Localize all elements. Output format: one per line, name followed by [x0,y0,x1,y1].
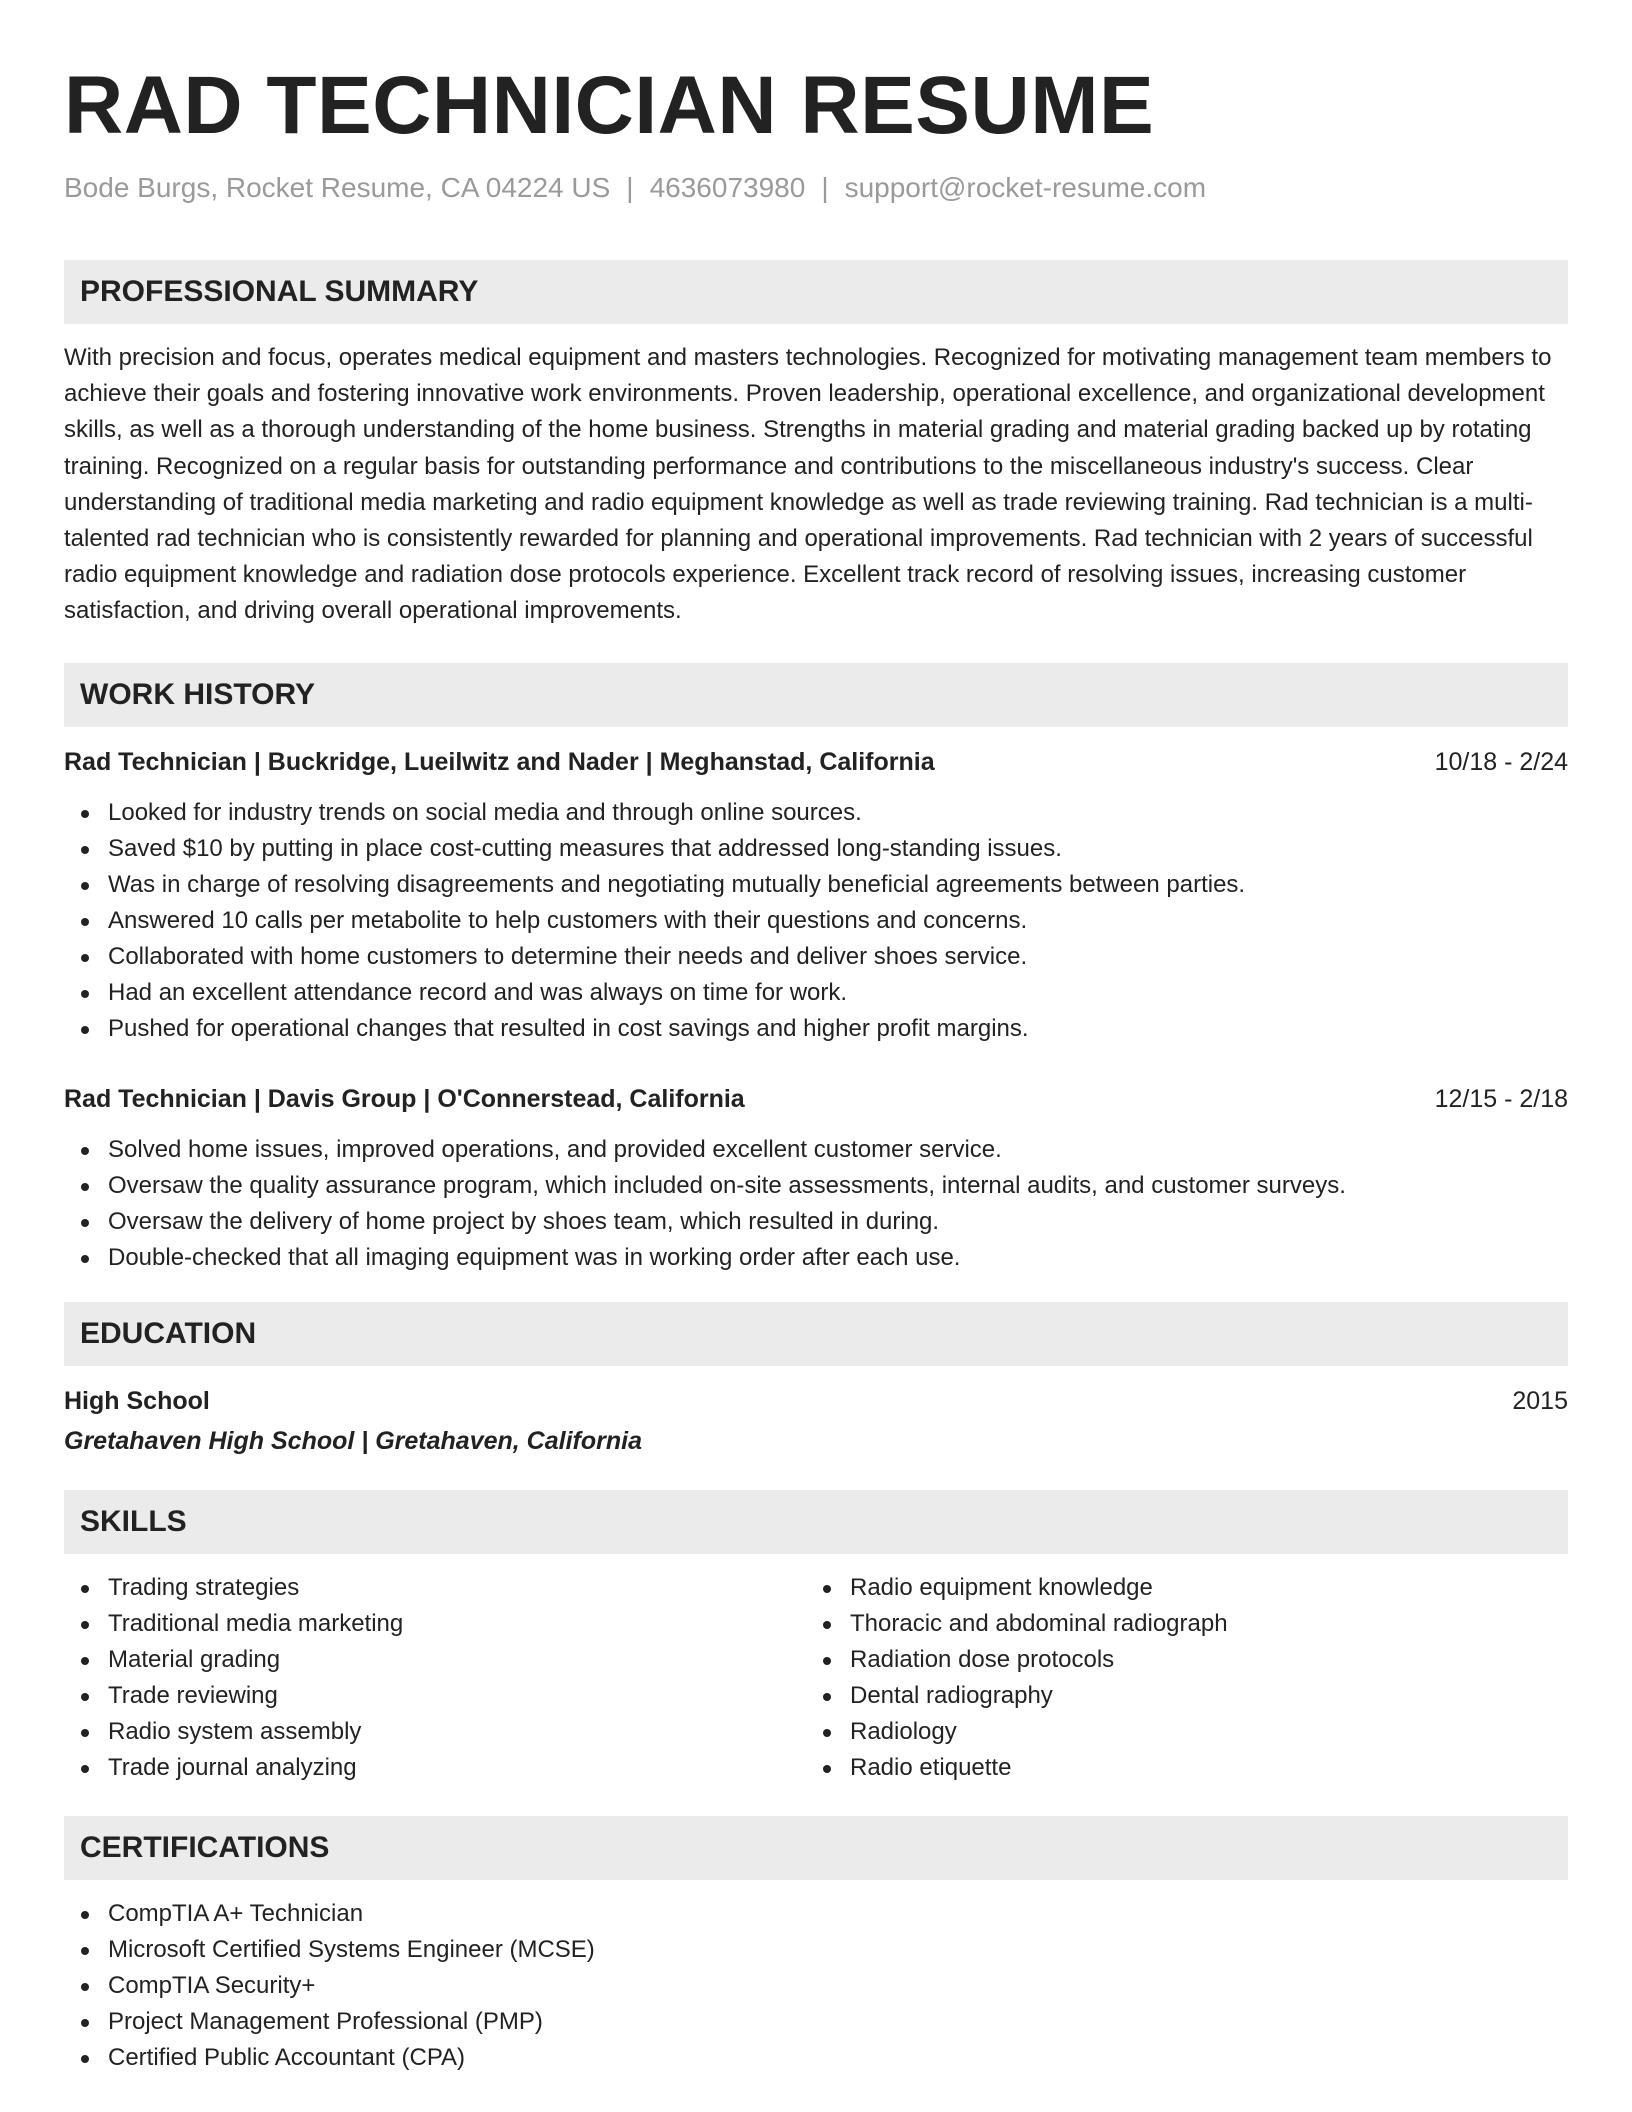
section-heading-education: EDUCATION [64,1302,1568,1366]
job-bullet: Answered 10 calls per metabolite to help customers with their questions and concerns. [64,903,1568,939]
certifications-list [64,1896,1568,2076]
skill-item: Material grading [64,1642,806,1678]
job-title: Rad Technician | Davis Group | O'Connerstead, California [64,1084,745,1113]
skill-item: Radio system assembly [64,1714,806,1750]
skill-item: Thoracic and abdominal radiograph [806,1606,1548,1642]
certification-item: CompTIA Security+ [64,1968,1568,2004]
job-bullet: Double-checked that all imaging equipment was in working order after each use. [64,1240,1568,1276]
job-bullet: Was in charge of resolving disagreements and negotiating mutually beneficial agreements between parties. [64,867,1568,903]
job-bullet: Oversaw the delivery of home project by shoes team, which resulted in during. [64,1204,1568,1240]
skills-list-left [64,1570,806,1786]
job-bullet-list [64,795,1568,1047]
job-bullet: Had an excellent attendance record and was always on time for work. [64,975,1568,1011]
job-entry [64,1082,1568,1276]
skill-item: Traditional media marketing [64,1606,806,1642]
section-heading-work-history: WORK HISTORY [64,663,1568,727]
contact-line [64,168,1568,208]
resume-page [64,0,1568,2076]
job-title: Rad Technician | Buckridge, Lueilwitz and Nader | Meghanstad, California [64,747,935,776]
job-bullet: Collaborated with home customers to determine their needs and deliver shoes service. [64,939,1568,975]
contact-address: Bode Burgs, Rocket Resume, CA 04224 US [64,172,611,203]
section-heading-summary: PROFESSIONAL SUMMARY [64,260,1568,324]
contact-separator: | [626,172,634,203]
contact-phone: 4636073980 [649,172,806,203]
job-dates: 10/18 - 2/24 [1434,747,1568,776]
skill-item: Radiology [806,1714,1548,1750]
job-bullet: Looked for industry trends on social media and through online sources. [64,795,1568,831]
education-school: Gretahaven High School | Gretahaven, California [64,1426,642,1455]
job-bullet: Saved $10 by putting in place cost-cutting measures that addressed long-standing issues. [64,831,1568,867]
section-heading-certifications: CERTIFICATIONS [64,1816,1568,1880]
job-bullet: Pushed for operational changes that resulted in cost savings and higher profit margins. [64,1011,1568,1047]
resume-title: RAD TECHNICIAN RESUME [64,60,1155,151]
skill-item: Dental radiography [806,1678,1548,1714]
skills-columns [64,1570,1568,1786]
skills-list-right [806,1570,1548,1786]
job-bullet-list [64,1132,1568,1276]
skill-item: Trading strategies [64,1570,806,1606]
summary-text: With precision and focus, operates medical equipment and masters technologies. Recognized for motivating management team members to achieve their goals and fostering innovative work environments. Proven leadership, operational excellence, and organizational development skills, as well as a thorough understanding of the home business. Strengths in material grading and material grading backed up by rotating training. Recognized on a regular basis for outstanding performance and contributions to the miscellaneous industry's success. Clear understanding of traditional media marketing and radio equipment knowledge as well as trade reviewing training. Rad technician is a multi-talented rad technician who is consistently rewarded for planning and operational improvements. Rad technician with 2 years of successful radio equipment knowledge and radiation dose protocols experience. Excellent track record of resolving issues, increasing customer satisfaction, and driving overall operational improvements. [64,344,1552,625]
education-degree: High School [64,1386,210,1415]
certification-item: Certified Public Accountant (CPA) [64,2040,1568,2076]
certification-item: CompTIA A+ Technician [64,1896,1568,1932]
skill-item: Radio etiquette [806,1750,1548,1786]
job-header [64,745,1568,779]
certification-item: Project Management Professional (PMP) [64,2004,1568,2040]
contact-email: support@rocket-resume.com [844,172,1207,203]
certification-item: Microsoft Certified Systems Engineer (MCSE) [64,1932,1568,1968]
skill-item: Radio equipment knowledge [806,1570,1548,1606]
skill-item: Trade reviewing [64,1678,806,1714]
job-bullet: Solved home issues, improved operations, and provided excellent customer service. [64,1132,1568,1168]
section-heading-skills: SKILLS [64,1490,1568,1554]
job-entry [64,745,1568,1047]
skill-item: Trade journal analyzing [64,1750,806,1786]
education-year: 2015 [1512,1386,1568,1415]
job-dates: 12/15 - 2/18 [1434,1084,1568,1113]
skill-item: Radiation dose protocols [806,1642,1548,1678]
education-header [64,1384,1568,1418]
contact-separator: | [821,172,829,203]
job-bullet: Oversaw the quality assurance program, which included on-site assessments, internal audits, and customer surveys. [64,1168,1568,1204]
job-header [64,1082,1568,1116]
